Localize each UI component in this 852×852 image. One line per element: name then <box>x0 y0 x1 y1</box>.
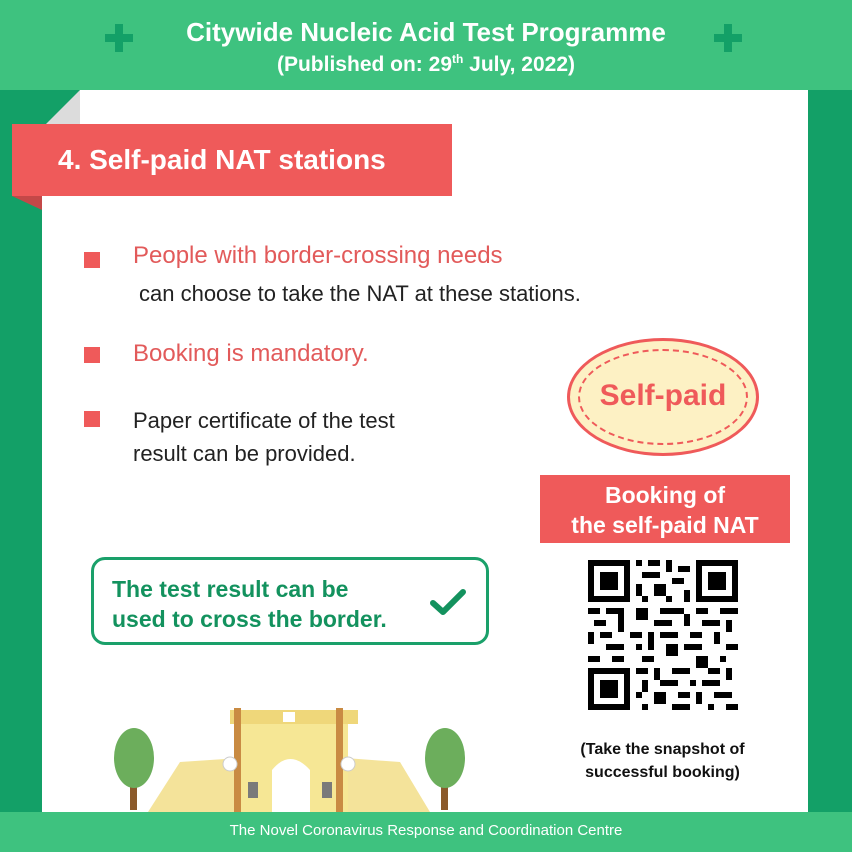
qr-caption: (Take the snapshot of successful booking) <box>580 741 745 781</box>
bullet-1-title: People with border-crossing needs <box>133 242 503 269</box>
qr-code-icon[interactable] <box>588 560 738 710</box>
check-icon <box>429 588 467 618</box>
ribbon-fold <box>12 196 42 210</box>
published-date: (Published on: 29th July, 2022) <box>276 52 576 76</box>
page-title: Citywide Nucleic Acid Test Programme <box>186 17 666 47</box>
self-paid-badge: Self-paid <box>567 338 759 456</box>
bullet-icon <box>84 411 100 427</box>
header <box>0 0 852 90</box>
page-fold <box>42 90 80 128</box>
bullet-2-title: Booking is mandatory. <box>133 340 369 367</box>
section-title: 4. Self-paid NAT stations <box>12 124 452 196</box>
bullet-3-line2: result can be provided. <box>133 441 356 466</box>
border-gate-icon <box>223 708 358 812</box>
bullet-1-text: can choose to take the NAT at these stations. <box>139 281 581 306</box>
border-gate-illustration <box>100 700 480 812</box>
bullet-3-line1: Paper certificate of the test <box>133 408 395 433</box>
footer: The Novel Coronavirus Response and Coordination Centre <box>0 812 852 852</box>
bullet-icon <box>84 252 100 268</box>
tree-icon <box>425 728 465 810</box>
result-callout: The test result can be used to cross the border. <box>91 557 489 645</box>
bullet-icon <box>84 347 100 363</box>
tree-icon <box>114 728 154 810</box>
plus-icon <box>714 24 742 52</box>
booking-banner: Booking of the self-paid NAT <box>540 475 790 543</box>
